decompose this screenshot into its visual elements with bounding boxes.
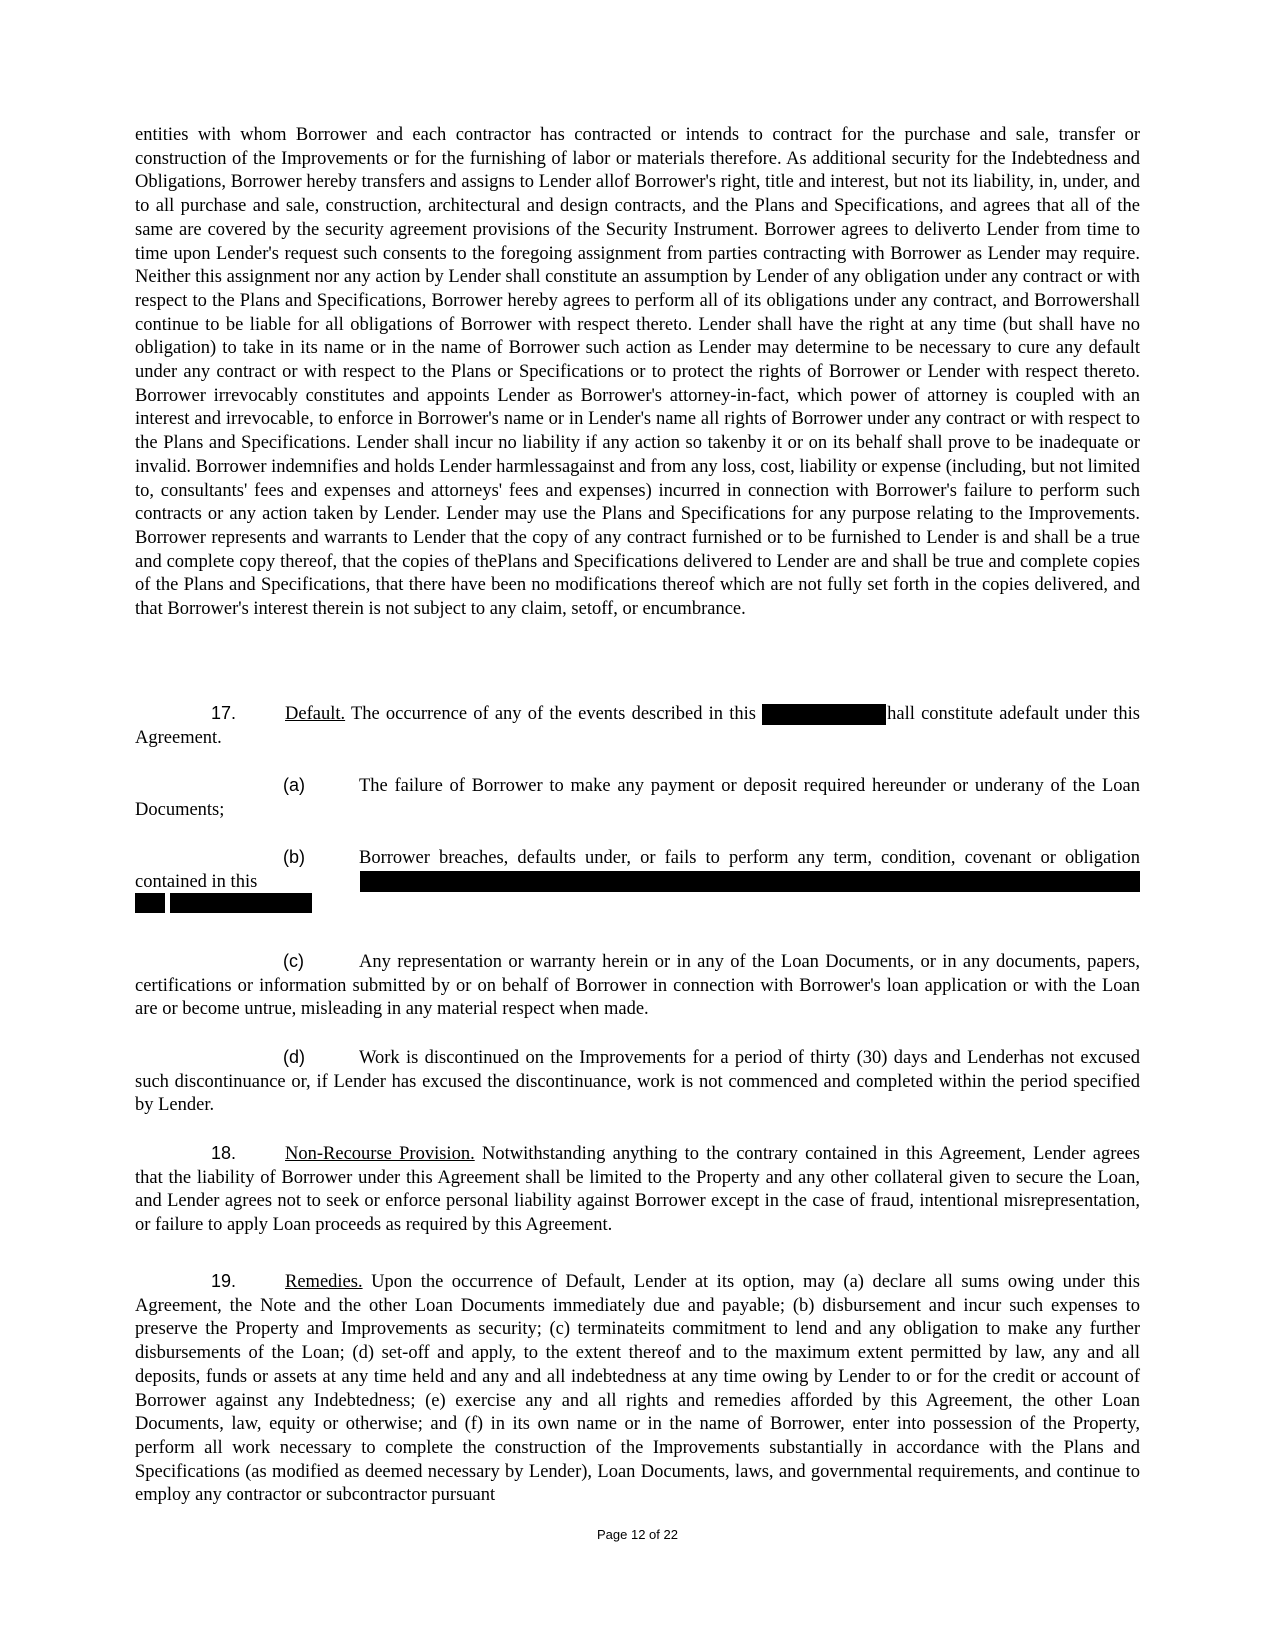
section-text: The occurrence of any of the events described in this (345, 704, 763, 724)
redaction-block (762, 704, 886, 725)
redaction-bar (360, 871, 1140, 892)
intro-paragraph: entities with whom Borrower and each contractor has contracted or intends to contract for the purchase and sale, transfer or construction of the Improvements or for the furnishing of labor or materials therefore. As additional security for the Indebtedness and Obligations, Borrower hereby transfers and assigns to Lender allof Borrower's right, title and interest, but not its liability, in, under, and to all purchase and sale, construction, architectural and design contracts, and the Plans and Specifications, and agrees that all of the same are covered by the security agreement provisions of the Security Instrument. Borrower agrees to deliverto Lender from time to time upon Lender's request such consents to the foregoing assignment from parties contracting with Borrower as Lender may require. Neither this assignment nor any action by Lender shall constitute an assumption by Lender of any obligation under any contract or with respect to the Plans and Specifications, Borrower hereby agrees to perform all of its obligations under any contract, and Borrowershall continue to be liable for all obligations of Borrower with respect thereto. Lender shall have the right at any time (but shall have no obligation) to take in its name or in the name of Borrower such action as Lender may determine to be necessary to cure any default under any contract or with respect to the Plans or Specifications or to protect the rights of Borrower or Lender with respect thereto. Borrower irrevocably constitutes and appoints Lender as Borrower's attorney-in-fact, which power of attorney is coupled with an interest and irrevocable, to enforce in Borrower's name or in Lender's name all rights of Borrower under any contract or with respect to the Plans and Specifications. Lender shall incur no liability if any action so takenby it or on its behalf shall prove to be inadequate or invalid. Borrower indemnifies and holds Lender harmlessagainst and from any loss, cost, liability or expense (including, but not limited to, consultants' fees and expenses and attorneys' fees and expenses) incurred in connection with Borrower's failure to perform such contracts or any action taken by Lender. Lender may use the Plans and Specifications for any purpose relating to the Improvements. Borrower represents and warrants to Lender that the copy of any contract furnished or to be furnished to Lender is and shall be a true and complete copy thereof, that the copies of thePlans and Specifications delivered to Lender are and shall be true and complete copies of the Plans and Specifications, that there have been no modifications thereof which are not fully set forth in the copies delivered, and that Borrower's interest therein is not subject to any claim, setoff, or encumbrance. (135, 125, 1140, 620)
item-text: Borrower breaches, defaults under, or fails to perform any term, condition, covenant or obligation contained in this (135, 848, 1140, 892)
section-heading: Non-Recourse Provision. (285, 1144, 475, 1164)
item-c (135, 950, 1140, 1022)
section-heading: Default. (285, 704, 346, 724)
item-d (135, 1046, 1140, 1118)
section-text: Notwithstanding anything to the contrary contained in this Agreement, Lender agrees that the liability of Borrower under this Agreement shall be limited to the Property and any other collateral given to secure the Loan, and Lender agrees not to seek or enforce personal liability against Borrower except in the case of fraud, intentional misrepresentation, or failure to apply Loan proceeds as required by this Agreement. (135, 1144, 1140, 1236)
section-19-remedies (135, 1270, 1140, 1508)
item-a (135, 774, 1140, 822)
item-label: (b) (283, 847, 305, 867)
redaction-bar (135, 893, 165, 913)
section-number: 17. (211, 703, 237, 723)
section-number: 19. (211, 1271, 237, 1291)
item-text: Any representation or warranty herein or in any of the Loan Documents, or in any documents, papers, certifications or information submitted by or on behalf of Borrower in connection with Borrower's loan application or with the Loan are or become untrue, misleading in any material respect when made. (135, 952, 1140, 1020)
section-17-default (135, 702, 1140, 750)
item-label: (a) (283, 775, 305, 795)
page-footer: Page 12 of 22 (597, 1527, 678, 1542)
section-text: Upon the occurrence of Default, Lender at its option, may (a) declare all sums owing under this Agreement, the Note and the other Loan Documents immediately due and payable; (b) disbursement and incur such expenses to preserve the Property and Improvements as security; (c) terminateits commitment to lend and any obligation to make any further disbursements of the Loan; (d) set-off and apply, to the extent thereof and to the maximum extent permitted by law, any and all deposits, funds or assets at any time held and any and all indebtedness at any time owing by Lender to or for the credit or account of Borrower against any Indebtedness; (e) exercise any and all rights and remedies afforded by this Agreement, the other Loan Documents, law, equity or otherwise; and (f) in its own name or in the name of Borrower, enter into possession of the Property, perform all work necessary to complete the construction of the Improvements substantially in accordance with the Plans and Specifications (as modified as deemed necessary by Lender), Loan Documents, laws, and governmental requirements, and continue to employ any contractor or subcontractor pursuant (135, 1272, 1140, 1506)
section-18-non-recourse (135, 1142, 1140, 1238)
section-text: hall constitute adefault under this Agreement. (135, 704, 1140, 748)
section-heading: Remedies. (285, 1272, 363, 1292)
item-label: (d) (283, 1047, 305, 1067)
item-text: The failure of Borrower to make any payment or deposit required hereunder or underany of the Loan Documents; (135, 776, 1140, 820)
redaction-bar (170, 893, 312, 913)
section-number: 18. (211, 1143, 237, 1163)
item-text: Work is discontinued on the Improvements for a period of thirty (30) days and Lenderhas not excused such discontinuance or, if Lender has excused the discontinuance, work is not commenced and completed within the period specified by Lender. (135, 1048, 1140, 1116)
item-label: (c) (283, 951, 304, 971)
